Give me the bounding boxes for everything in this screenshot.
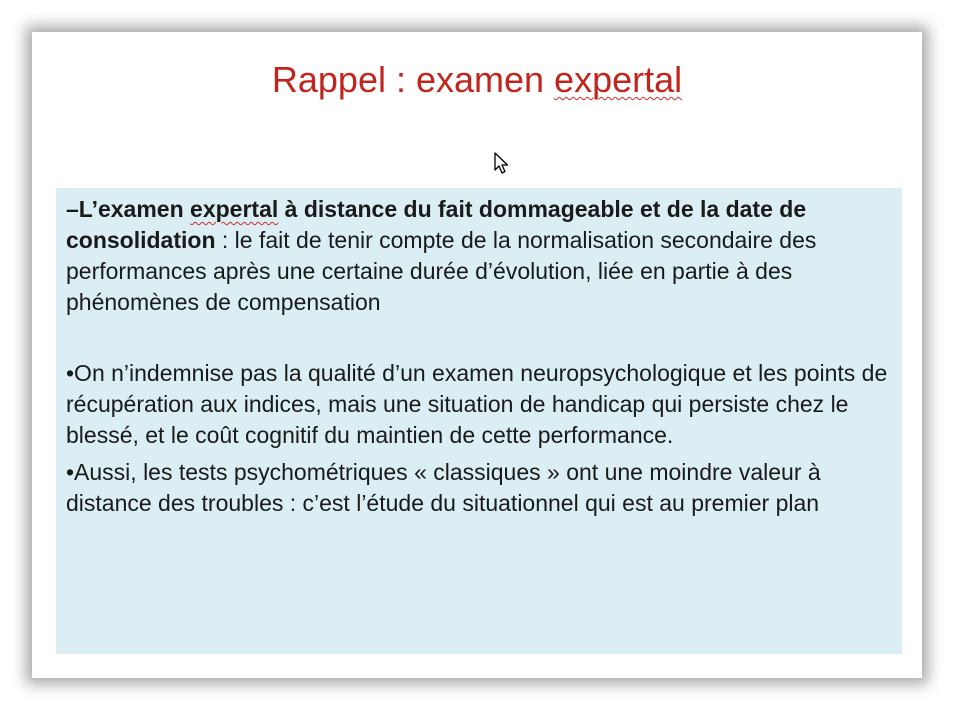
mouse-pointer-icon bbox=[494, 152, 510, 176]
title-text: Rappel : examen bbox=[271, 59, 555, 100]
paragraph-bold-rest: à distance du fait dommageable et de la date de consolidation bbox=[66, 196, 807, 253]
slide bbox=[32, 32, 922, 678]
paragraph-consolidation bbox=[66, 194, 890, 318]
paragraph-bold-lead: –L’examen bbox=[66, 196, 191, 222]
bullet-indemnisation: •On n’indemnise pas la qualité d’un examen neuropsychologique et les points de récupération aux indices, mais une situation de handicap qui persiste chez le blessé, et le coût cognitif du maintien de cette performance. bbox=[66, 360, 888, 448]
bullet-tests-psychometriques: •Aussi, les tests psychométriques « classiques » ont une moindre valeur à distance des troubles : c’est l’étude du situationnel qui est au premier plan bbox=[66, 459, 821, 516]
title-misspelled-word: expertal bbox=[554, 59, 683, 100]
content-box bbox=[56, 188, 902, 654]
slide-title bbox=[32, 56, 922, 104]
paragraph-misspelled-word: expertal bbox=[190, 196, 279, 222]
paragraph-text: : le fait de tenir compte de la normalisation secondaire des performances après une certaine durée d’évolution, liée en partie à des phénomènes de compensation bbox=[66, 227, 817, 315]
